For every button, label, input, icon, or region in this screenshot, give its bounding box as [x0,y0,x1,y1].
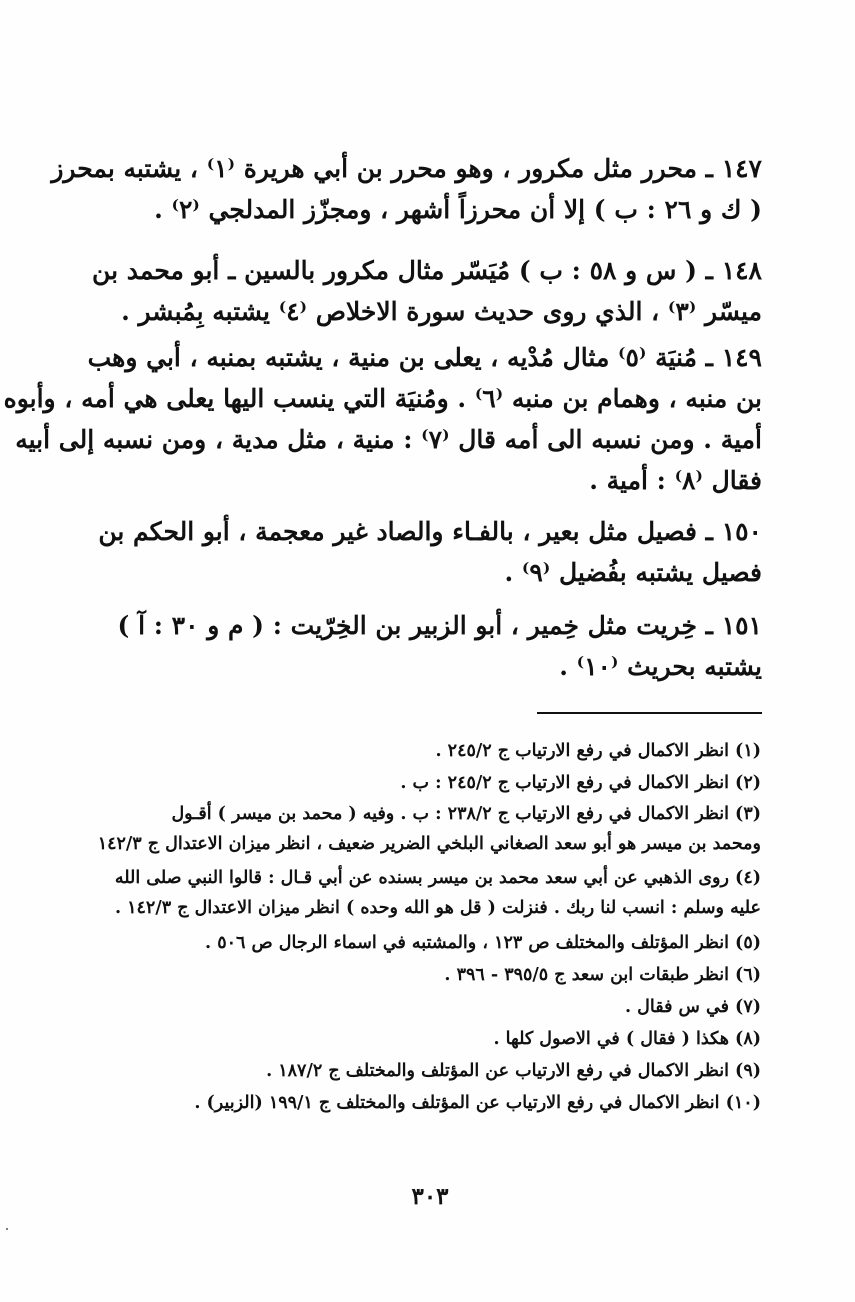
entry-line: ١٤٧ ـ محرر مثل مكرور ، وهو محرر بن أبي هريرة ⁽١⁾ ، يشتبه بمحرز [51,154,762,183]
scan-speck [6,1228,8,1230]
footnote-4: (٤) روى الذهبي عن أبي سعد محمد بن ميسر بسنده عن أبي قـال : قالوا النبي صلى الله [114,868,761,888]
footnote-separator [537,712,762,714]
footnote-3-continuation: ومحمد بن ميسر هو أبو سعد الصغاني البلخي الضرير ضعيف ، انظر ميزان الاعتدال ج ١٤٢/٣ [97,834,761,854]
entry-148 [92,250,762,332]
footnote-9: (٩) انظر الاكمال في رفع الارتياب عن المؤتلف والمختلف ج ١٨٧/٢ . [266,1061,761,1081]
footnote-3: (٣) انظر الاكمال في رفع الارتياب ج ٢٣٨/٢ : ب . وفيه ( محمد بن ميسر ) أقـول [171,804,761,824]
entry-147 [51,148,762,230]
footnote-1: (١) انظر الاكمال في رفع الارتياب ج ٢٤٥/٢ . [435,741,761,761]
footnote-6: (٦) انظر طبقات ابن سعد ج ٣٩٥/٥ - ٣٩٦ . [444,965,761,985]
entry-line: ١٥٠ ـ فصيل مثل بعير ، بالفـاء والصاد غير معجمة ، أبو الحكم بن [98,517,762,546]
footnote-7: (٧) في س فقال . [624,997,761,1017]
entry-line: بن منبه ، وهمام بن منبه ⁽٦⁾ . ومُنيَة التي ينسب اليها يعلى هي أمه ، وأبوه [3,384,762,413]
entry-151 [92,605,762,687]
entry-line: ١٥١ ـ خِريت مثل خِمير ، أبو الزبير بن الخِرّيت : ( م و ٣٠ : آ ) [117,611,762,640]
footnote-4-continuation: عليه وسلم : انسب لنا ربك . فنزلت ( قل هو الله وحده ) انظر ميزان الاعتدال ج ١٤٢/٣ . [114,898,761,918]
entry-line: ١٤٩ ـ مُنيَة ⁽٥⁾ مثال مُدْيه ، يعلى بن منية ، يشتبه بمنبه ، أبي وهب [87,343,762,372]
entry-line: فصيل يشتبه بفُضيل ⁽٩⁾ . [504,558,762,587]
entry-150 [92,511,762,593]
entry-149 [3,337,762,501]
footnotes [89,735,761,1119]
entry-line: أمية . ومن نسبه الى أمه قال ⁽٧⁾ : منية ، مثل مدية ، ومن نسبه إلى أبيه [15,425,762,454]
entry-line: يشتبه بحريث ⁽١٠⁾ . [559,652,762,681]
entry-line: ميسّر ⁽٣⁾ ، الذي روى حديث سورة الاخلاص ⁽٤⁾ يشتبه بِمُبشر . [121,297,762,326]
footnote-2: (٢) انظر الاكمال في رفع الارتياب ج ٢٤٥/٢ : ب . [400,773,761,793]
entry-line: فقال ⁽٨⁾ : أمية . [589,466,762,495]
entry-line: ١٤٨ ـ ( س و ٥٨ : ب ) مُيَسّر مثال مكرور بالسين ـ أبو محمد بن [92,256,762,285]
footnote-10: (١٠) انظر الاكمال في رفع الارتياب عن المؤتلف والمختلف ج ١٩٩/١ (الزبير) . [194,1093,761,1113]
footnote-8: (٨) هكذا ( فقال ) في الاصول كلها . [493,1029,761,1049]
page-number: ٣٠٣ [411,1183,449,1210]
entry-line: ( ك و ٢٦ : ب ) إلا أن محرزاً أشهر ، ومجزّز المدلجي ⁽٢⁾ . [154,195,762,224]
footnote-5: (٥) انظر المؤتلف والمختلف ص ١٢٣ ، والمشتبه في اسماء الرجال ص ٥٠٦ . [205,933,761,953]
